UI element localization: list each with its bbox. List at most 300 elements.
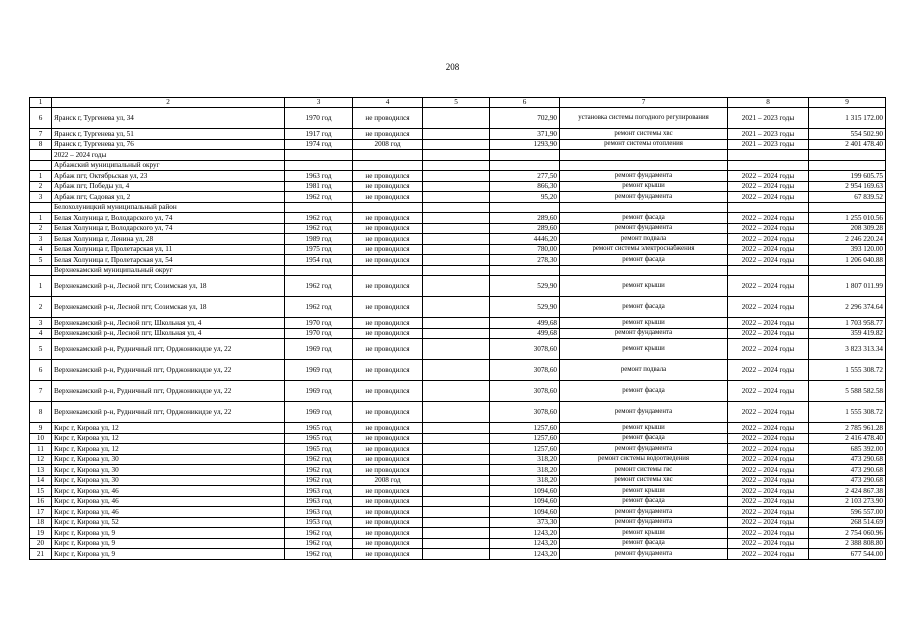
work-type-cell: ремонт крыши [560, 318, 728, 329]
last-repair-cell: не проводился [353, 318, 423, 329]
section-title: Верхнекамский муниципальный округ [52, 265, 285, 276]
period-cell: 2022 – 2024 годы [728, 276, 809, 297]
address-cell: Кирс г, Кирова ул, 46 [52, 486, 285, 497]
work-type-cell: ремонт системы водоотведения [560, 454, 728, 465]
last-repair-cell: не проводился [353, 297, 423, 318]
address-cell: Верхнекамский р-н, Лесной пгт, Школьная ул, 4 [52, 328, 285, 339]
table-row [30, 108, 886, 129]
cost-cell: 1 555 308.72 [809, 402, 886, 423]
section-row [30, 160, 886, 171]
last-repair-cell: не проводился [353, 465, 423, 476]
empty-cell [423, 276, 490, 297]
cost-cell: 208 309.28 [809, 223, 886, 234]
build-year-cell: 1962 год [285, 475, 353, 486]
build-year-cell: 1962 год [285, 528, 353, 539]
period-cell: 2022 – 2024 годы [728, 213, 809, 224]
empty-cell [423, 265, 490, 276]
table-row [30, 244, 886, 255]
address-cell: Кирс г, Кирова ул, 9 [52, 538, 285, 549]
work-type-cell: ремонт системы электроснабжения [560, 244, 728, 255]
empty-cell [423, 150, 490, 161]
row-number-cell: 16 [30, 496, 52, 507]
work-type-cell: ремонт системы хвс [560, 475, 728, 486]
build-year-cell: 1917 год [285, 129, 353, 140]
address-cell: Верхнекамский р-н, Рудничный пгт, Орджоникидзе ул, 22 [52, 381, 285, 402]
empty-cell [560, 265, 728, 276]
table-row [30, 423, 886, 434]
empty-cell [728, 160, 809, 171]
area-cell: 277,50 [490, 171, 560, 182]
area-cell: 529,90 [490, 297, 560, 318]
empty-cell [490, 202, 560, 213]
address-cell: Кирс г, Кирова ул, 30 [52, 465, 285, 476]
row-number-cell: 19 [30, 528, 52, 539]
row-number-cell: 8 [30, 139, 52, 150]
table-row [30, 517, 886, 528]
address-cell: Кирс г, Кирова ул, 12 [52, 444, 285, 455]
section-title: Арбажский муниципальный округ [52, 160, 285, 171]
area-cell: 702,90 [490, 108, 560, 129]
row-number-cell: 14 [30, 475, 52, 486]
build-year-cell: 1962 год [285, 223, 353, 234]
area-cell: 529,90 [490, 276, 560, 297]
header-cell: 9 [809, 98, 886, 108]
last-repair-cell: не проводился [353, 360, 423, 381]
row-number-cell: 7 [30, 129, 52, 140]
row-number-cell: 20 [30, 538, 52, 549]
build-year-cell: 1962 год [285, 538, 353, 549]
period-cell: 2022 – 2024 годы [728, 255, 809, 266]
area-cell: 1257,60 [490, 423, 560, 434]
period-cell: 2022 – 2024 годы [728, 538, 809, 549]
build-year-cell: 1963 год [285, 496, 353, 507]
build-year-cell: 1962 год [285, 465, 353, 476]
address-cell: Верхнекамский р-н, Рудничный пгт, Орджоникидзе ул, 22 [52, 339, 285, 360]
table-row [30, 297, 886, 318]
header-cell: 5 [423, 98, 490, 108]
area-cell: 4446,20 [490, 234, 560, 245]
last-repair-cell: не проводился [353, 381, 423, 402]
period-cell: 2022 – 2024 годы [728, 339, 809, 360]
work-type-cell: ремонт фундамента [560, 328, 728, 339]
empty-cell [285, 150, 353, 161]
cost-cell: 1 315 172.00 [809, 108, 886, 129]
work-type-cell: ремонт системы отопления [560, 139, 728, 150]
row-number-cell: 10 [30, 433, 52, 444]
last-repair-cell: не проводился [353, 454, 423, 465]
row-number-cell: 3 [30, 234, 52, 245]
header-cell: 6 [490, 98, 560, 108]
row-number-cell: 6 [30, 360, 52, 381]
empty-cell [423, 213, 490, 224]
area-cell: 1243,20 [490, 549, 560, 560]
cost-cell: 2 416 478.40 [809, 433, 886, 444]
table-row [30, 171, 886, 182]
row-number-cell: 9 [30, 423, 52, 434]
area-cell: 318,20 [490, 454, 560, 465]
last-repair-cell: не проводился [353, 234, 423, 245]
section-index-cell [30, 202, 52, 213]
empty-cell [285, 160, 353, 171]
cost-cell: 554 502.90 [809, 129, 886, 140]
empty-cell [423, 202, 490, 213]
empty-cell [423, 465, 490, 476]
table-row [30, 129, 886, 140]
build-year-cell: 1962 год [285, 192, 353, 203]
work-type-cell: ремонт фасада [560, 255, 728, 266]
period-cell: 2022 – 2024 годы [728, 549, 809, 560]
cost-cell: 359 419.82 [809, 328, 886, 339]
last-repair-cell: не проводился [353, 276, 423, 297]
empty-cell [285, 202, 353, 213]
empty-cell [809, 160, 886, 171]
empty-cell [285, 265, 353, 276]
row-number-cell: 3 [30, 192, 52, 203]
area-cell: 1094,60 [490, 486, 560, 497]
row-number-cell: 3 [30, 318, 52, 329]
address-cell: Кирс г, Кирова ул, 46 [52, 496, 285, 507]
last-repair-cell: не проводился [353, 255, 423, 266]
header-cell: 2 [52, 98, 285, 108]
cost-cell: 199 605.75 [809, 171, 886, 182]
table-row [30, 465, 886, 476]
period-cell: 2022 – 2024 годы [728, 465, 809, 476]
address-cell: Кирс г, Кирова ул, 9 [52, 528, 285, 539]
empty-cell [423, 129, 490, 140]
last-repair-cell: не проводился [353, 486, 423, 497]
work-type-cell: ремонт фасада [560, 538, 728, 549]
table-body [30, 98, 886, 560]
build-year-cell: 1962 год [285, 454, 353, 465]
cost-cell: 2 954 169.63 [809, 181, 886, 192]
period-cell: 2022 – 2024 годы [728, 360, 809, 381]
last-repair-cell: не проводился [353, 181, 423, 192]
area-cell: 318,20 [490, 475, 560, 486]
page-number: 208 [445, 62, 460, 72]
build-year-cell: 1962 год [285, 549, 353, 560]
work-type-cell: ремонт фундамента [560, 507, 728, 518]
table-row [30, 402, 886, 423]
last-repair-cell: 2008 год [353, 475, 423, 486]
last-repair-cell: не проводился [353, 244, 423, 255]
address-cell: Кирс г, Кирова ул, 9 [52, 549, 285, 560]
area-cell: 373,30 [490, 517, 560, 528]
address-cell: Верхнекамский р-н, Лесной пгт, Созимская ул, 18 [52, 297, 285, 318]
work-type-cell: ремонт фундамента [560, 549, 728, 560]
period-cell: 2022 – 2024 годы [728, 181, 809, 192]
address-cell: Верхнекамский р-н, Лесной пгт, Созимская ул, 18 [52, 276, 285, 297]
table-row [30, 328, 886, 339]
header-cell: 7 [560, 98, 728, 108]
table-row [30, 234, 886, 245]
empty-cell [423, 538, 490, 549]
header-row [30, 98, 886, 108]
address-cell: Арбаж пгт, Садовая ул, 2 [52, 192, 285, 203]
work-type-cell: ремонт подвала [560, 234, 728, 245]
last-repair-cell: не проводился [353, 538, 423, 549]
table-row [30, 276, 886, 297]
row-number-cell: 21 [30, 549, 52, 560]
empty-cell [423, 549, 490, 560]
row-number-cell: 2 [30, 297, 52, 318]
period-cell: 2022 – 2024 годы [728, 507, 809, 518]
empty-cell [490, 160, 560, 171]
area-cell: 866,30 [490, 181, 560, 192]
cost-cell: 473 290.68 [809, 475, 886, 486]
build-year-cell: 1954 год [285, 255, 353, 266]
row-number-cell: 4 [30, 244, 52, 255]
build-year-cell: 1970 год [285, 108, 353, 129]
build-year-cell: 1965 год [285, 423, 353, 434]
period-cell: 2022 – 2024 годы [728, 223, 809, 234]
table-row [30, 339, 886, 360]
address-cell: Верхнекамский р-н, Рудничный пгт, Орджоникидзе ул, 22 [52, 402, 285, 423]
row-number-cell: 1 [30, 213, 52, 224]
empty-cell [423, 433, 490, 444]
build-year-cell: 1963 год [285, 486, 353, 497]
build-year-cell: 1963 год [285, 507, 353, 518]
area-cell: 1243,20 [490, 538, 560, 549]
period-cell: 2022 – 2024 годы [728, 423, 809, 434]
cost-cell: 1 555 308.72 [809, 360, 886, 381]
last-repair-cell: не проводился [353, 549, 423, 560]
last-repair-cell: не проводился [353, 507, 423, 518]
empty-cell [423, 255, 490, 266]
build-year-cell: 1962 год [285, 276, 353, 297]
section-title: Белохолуницкий муниципальный район [52, 202, 285, 213]
last-repair-cell: не проводился [353, 223, 423, 234]
last-repair-cell: не проводился [353, 129, 423, 140]
section-row [30, 150, 886, 161]
area-cell: 1257,60 [490, 433, 560, 444]
empty-cell [490, 265, 560, 276]
row-number-cell: 13 [30, 465, 52, 476]
header-cell: 3 [285, 98, 353, 108]
work-type-cell: ремонт крыши [560, 339, 728, 360]
empty-cell [423, 486, 490, 497]
work-type-cell: ремонт крыши [560, 181, 728, 192]
table-row [30, 475, 886, 486]
build-year-cell: 1965 год [285, 433, 353, 444]
empty-cell [353, 265, 423, 276]
address-cell: Белая Холуница г, Пролетарская ул, 54 [52, 255, 285, 266]
period-cell: 2022 – 2024 годы [728, 433, 809, 444]
table-row [30, 381, 886, 402]
build-year-cell: 1975 год [285, 244, 353, 255]
last-repair-cell: не проводился [353, 444, 423, 455]
table-row [30, 486, 886, 497]
cost-cell: 677 544.00 [809, 549, 886, 560]
empty-cell [728, 150, 809, 161]
header-cell: 4 [353, 98, 423, 108]
row-number-cell: 11 [30, 444, 52, 455]
build-year-cell: 1969 год [285, 402, 353, 423]
empty-cell [560, 150, 728, 161]
work-type-cell: ремонт крыши [560, 528, 728, 539]
empty-cell [423, 244, 490, 255]
last-repair-cell: не проводился [353, 108, 423, 129]
empty-cell [809, 202, 886, 213]
area-cell: 289,60 [490, 223, 560, 234]
address-cell: Кирс г, Кирова ул, 30 [52, 475, 285, 486]
area-cell: 278,30 [490, 255, 560, 266]
build-year-cell: 1969 год [285, 360, 353, 381]
empty-cell [423, 181, 490, 192]
table-row [30, 496, 886, 507]
empty-cell [423, 139, 490, 150]
cost-cell: 2 401 478.40 [809, 139, 886, 150]
row-number-cell: 2 [30, 223, 52, 234]
build-year-cell: 1989 год [285, 234, 353, 245]
work-type-cell: ремонт системы хвс [560, 129, 728, 140]
cost-cell: 67 839.52 [809, 192, 886, 203]
cost-cell: 3 823 313.34 [809, 339, 886, 360]
table-row [30, 433, 886, 444]
build-year-cell: 1969 год [285, 381, 353, 402]
cost-cell: 393 120.00 [809, 244, 886, 255]
area-cell: 1094,60 [490, 496, 560, 507]
row-number-cell: 5 [30, 339, 52, 360]
area-cell: 3078,60 [490, 381, 560, 402]
table-row [30, 360, 886, 381]
section-row [30, 202, 886, 213]
table-row [30, 507, 886, 518]
last-repair-cell: не проводился [353, 328, 423, 339]
address-cell: Кирс г, Кирова ул, 52 [52, 517, 285, 528]
address-cell: Кирс г, Кирова ул, 12 [52, 433, 285, 444]
section-index-cell [30, 265, 52, 276]
header-cell: 8 [728, 98, 809, 108]
address-cell: Арбаж пгт, Октябрьская ул, 23 [52, 171, 285, 182]
empty-cell [353, 202, 423, 213]
period-cell: 2022 – 2024 годы [728, 517, 809, 528]
cost-cell: 473 290.68 [809, 465, 886, 476]
address-cell: Арбаж пгт, Победы ул, 4 [52, 181, 285, 192]
period-cell: 2022 – 2024 годы [728, 234, 809, 245]
table-row [30, 181, 886, 192]
table-row [30, 549, 886, 560]
table-row [30, 192, 886, 203]
cost-cell: 1 255 010.56 [809, 213, 886, 224]
header-cell: 1 [30, 98, 52, 108]
build-year-cell: 1962 год [285, 213, 353, 224]
row-number-cell: 17 [30, 507, 52, 518]
work-type-cell: ремонт фундамента [560, 402, 728, 423]
section-index-cell [30, 160, 52, 171]
area-cell: 780,00 [490, 244, 560, 255]
area-cell: 1293,90 [490, 139, 560, 150]
empty-cell [423, 234, 490, 245]
empty-cell [423, 160, 490, 171]
empty-cell [423, 318, 490, 329]
cost-cell: 2 754 060.96 [809, 528, 886, 539]
empty-cell [423, 108, 490, 129]
last-repair-cell: 2008 год [353, 139, 423, 150]
last-repair-cell: не проводился [353, 517, 423, 528]
cost-cell: 2 424 867.38 [809, 486, 886, 497]
empty-cell [423, 528, 490, 539]
row-number-cell: 1 [30, 171, 52, 182]
table-row [30, 318, 886, 329]
build-year-cell: 1974 год [285, 139, 353, 150]
row-number-cell: 5 [30, 255, 52, 266]
empty-cell [423, 223, 490, 234]
period-cell: 2022 – 2024 годы [728, 496, 809, 507]
area-cell: 318,20 [490, 465, 560, 476]
build-year-cell: 1969 год [285, 339, 353, 360]
row-number-cell: 18 [30, 517, 52, 528]
empty-cell [423, 444, 490, 455]
work-type-cell: ремонт крыши [560, 423, 728, 434]
period-cell: 2022 – 2024 годы [728, 297, 809, 318]
address-cell: Белая Холуница г, Володарского ул, 74 [52, 213, 285, 224]
row-number-cell: 4 [30, 328, 52, 339]
empty-cell [423, 402, 490, 423]
table-row [30, 139, 886, 150]
empty-cell [353, 160, 423, 171]
address-cell: Верхнекамский р-н, Лесной пгт, Школьная ул, 4 [52, 318, 285, 329]
build-year-cell: 1953 год [285, 517, 353, 528]
empty-cell [560, 202, 728, 213]
work-type-cell: ремонт фундамента [560, 223, 728, 234]
work-type-cell: ремонт фундамента [560, 517, 728, 528]
cost-cell: 1 703 958.77 [809, 318, 886, 329]
address-cell: Кирс г, Кирова ул, 30 [52, 454, 285, 465]
table-row [30, 528, 886, 539]
work-type-cell: ремонт фасада [560, 213, 728, 224]
period-cell: 2022 – 2024 годы [728, 171, 809, 182]
area-cell: 3078,60 [490, 402, 560, 423]
last-repair-cell: не проводился [353, 402, 423, 423]
area-cell: 3078,60 [490, 360, 560, 381]
address-cell: Белая Холуница г, Володарского ул, 74 [52, 223, 285, 234]
build-year-cell: 1963 год [285, 171, 353, 182]
cost-cell: 2 296 374.64 [809, 297, 886, 318]
work-type-cell: установка системы погодного регулирования [560, 108, 728, 129]
address-cell: Кирс г, Кирова ул, 46 [52, 507, 285, 518]
area-cell: 1243,20 [490, 528, 560, 539]
row-number-cell: 12 [30, 454, 52, 465]
empty-cell [423, 496, 490, 507]
build-year-cell: 1965 год [285, 444, 353, 455]
address-cell: Яранск г, Тургенева ул, 34 [52, 108, 285, 129]
row-number-cell: 8 [30, 402, 52, 423]
period-cell: 2021 – 2023 годы [728, 108, 809, 129]
row-number-cell: 6 [30, 108, 52, 129]
area-cell: 1257,60 [490, 444, 560, 455]
cost-cell: 2 103 273.90 [809, 496, 886, 507]
empty-cell [423, 517, 490, 528]
period-cell: 2022 – 2024 годы [728, 454, 809, 465]
period-cell: 2022 – 2024 годы [728, 318, 809, 329]
period-cell: 2022 – 2024 годы [728, 528, 809, 539]
empty-cell [353, 150, 423, 161]
empty-cell [560, 160, 728, 171]
table-row [30, 223, 886, 234]
last-repair-cell: не проводился [353, 171, 423, 182]
table-row [30, 255, 886, 266]
work-type-cell: ремонт подвала [560, 360, 728, 381]
work-type-cell: ремонт фасада [560, 297, 728, 318]
period-cell: 2021 – 2023 годы [728, 129, 809, 140]
area-cell: 95,20 [490, 192, 560, 203]
work-type-cell: ремонт системы гвс [560, 465, 728, 476]
empty-cell [728, 265, 809, 276]
table-row [30, 538, 886, 549]
empty-cell [423, 192, 490, 203]
empty-cell [423, 171, 490, 182]
work-type-cell: ремонт фасада [560, 381, 728, 402]
